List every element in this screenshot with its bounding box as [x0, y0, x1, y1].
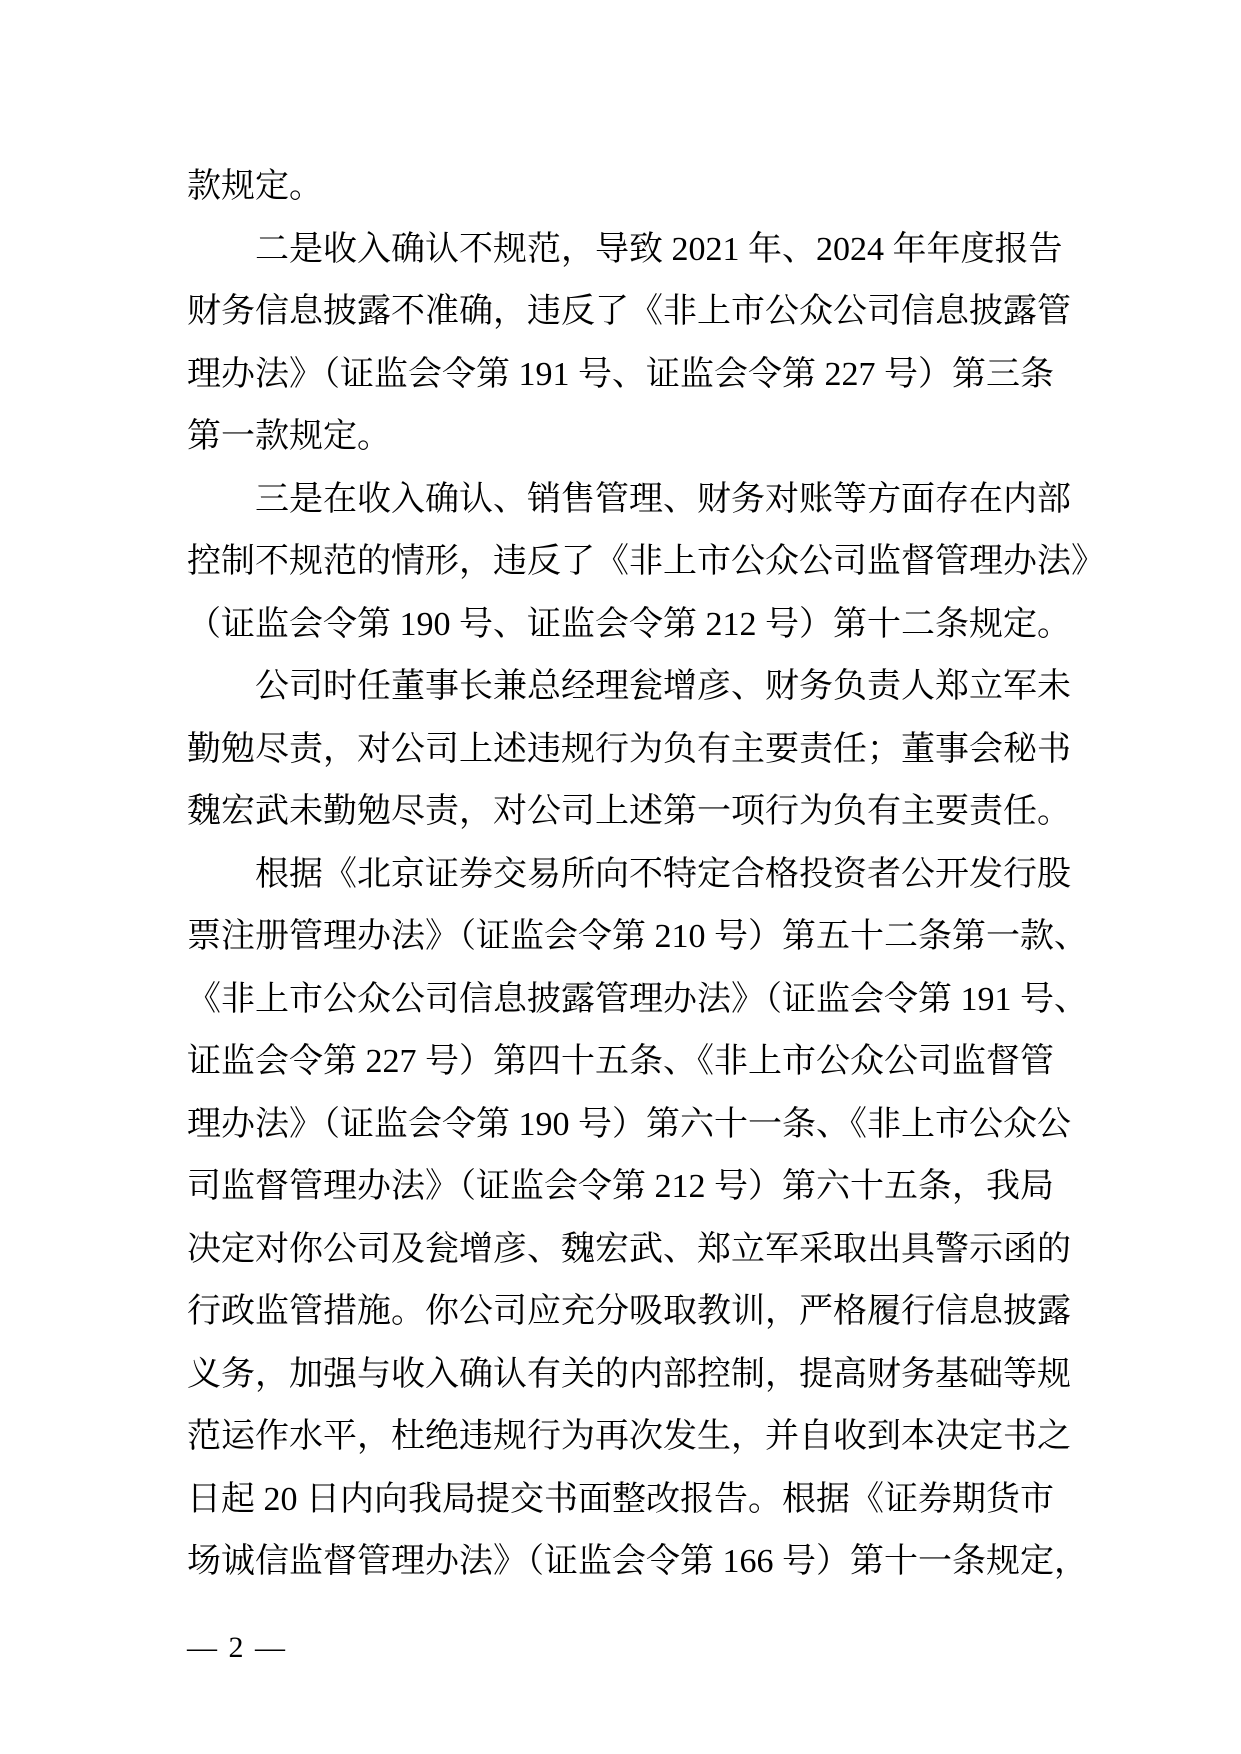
text-line: 场诚信监督管理办法》（证监会令第 166 号）第十一条规定， — [187, 1543, 1088, 1580]
text-line: 行政监管措施。你公司应充分吸取教训，严格履行信息披露 — [187, 1293, 1071, 1330]
text-line: 二是收入确认不规范，导致 2021 年、2024 年年度报告 — [255, 230, 1063, 268]
text-line: 司监督管理办法》（证监会令第 212 号）第六十五条，我局 — [187, 1168, 1054, 1205]
text-line: 理办法》（证监会令第 191 号、证监会令第 227 号）第三条 — [187, 355, 1054, 393]
text-line: 公司时任董事长兼总经理瓮增彦、财务负责人郑立军未 — [255, 668, 1071, 705]
page-number: — 2 — — [187, 1631, 287, 1664]
text-line: 《非上市公众公司信息披露管理办法》（证监会令第 191 号、 — [187, 980, 1088, 1018]
text-line: 义务，加强与收入确认有关的内部控制，提高财务基础等规 — [187, 1355, 1071, 1393]
text-line: （证监会令第 190 号、证监会令第 212 号）第十二条规定。 — [187, 605, 1071, 643]
body-text — [187, 156, 1105, 1594]
text-line: 魏宏武未勤勉尽责，对公司上述第一项行为负有主要责任。 — [187, 793, 1071, 830]
text-line: 三是在收入确认、销售管理、财务对账等方面存在内部 — [255, 480, 1071, 518]
text-line: 第一款规定。 — [187, 418, 391, 455]
text-line: 根据《北京证券交易所向不特定合格投资者公开发行股 — [255, 855, 1071, 893]
text-line: 范运作水平，杜绝违规行为再次发生，并自收到本决定书之 — [187, 1418, 1071, 1455]
text-line: 证监会令第 227 号）第四十五条、《非上市公众公司监督管 — [187, 1043, 1054, 1080]
text-line: 决定对你公司及瓮增彦、魏宏武、郑立军采取出具警示函的 — [187, 1230, 1071, 1268]
text-line: 款规定。 — [187, 168, 323, 205]
text-line: 控制不规范的情形，违反了《非上市公众公司监督管理办法》 — [187, 543, 1105, 580]
text-line: 日起 20 日内向我局提交书面整改报告。根据《证券期货市 — [187, 1480, 1054, 1518]
text-line: 票注册管理办法》（证监会令第 210 号）第五十二条第一款、 — [187, 918, 1088, 955]
text-line: 理办法》（证监会令第 190 号）第六十一条、《非上市公众公 — [187, 1105, 1071, 1143]
text-line: 勤勉尽责，对公司上述违规行为负有主要责任；董事会秘书 — [187, 730, 1071, 768]
text-line: 财务信息披露不准确，违反了《非上市公众公司信息披露管 — [187, 293, 1071, 330]
